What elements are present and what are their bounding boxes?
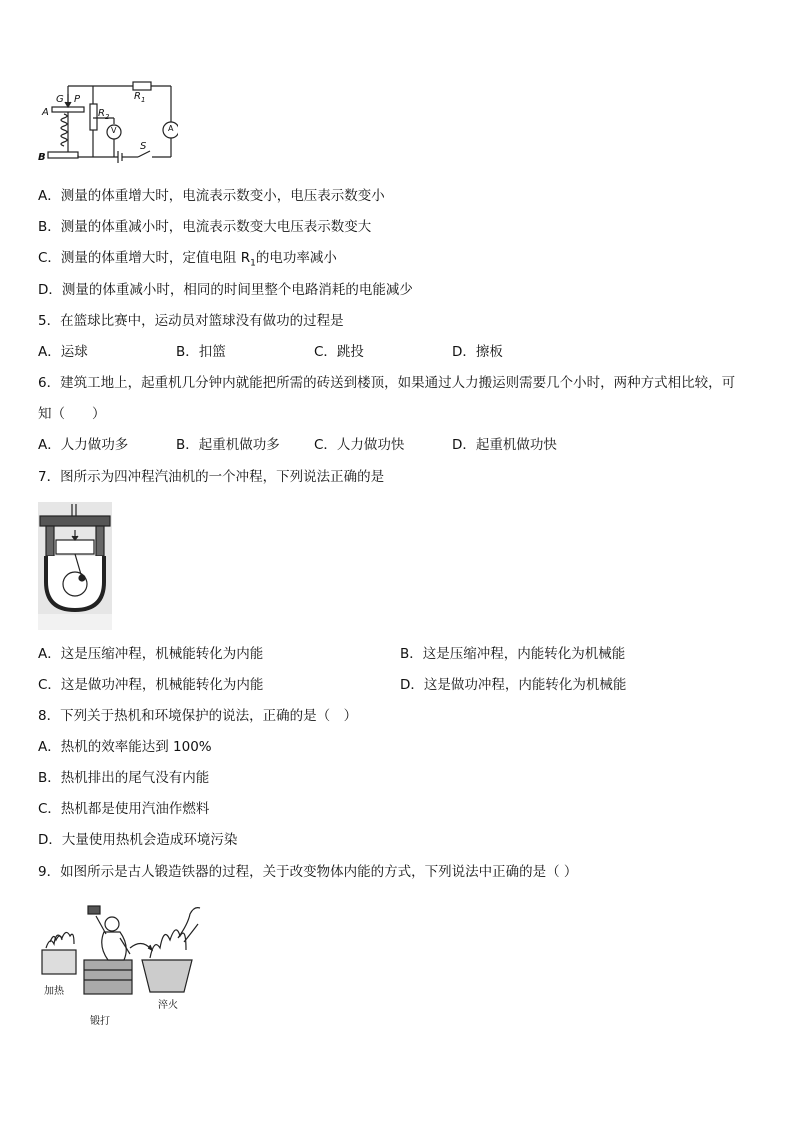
label-ammeter: A — [168, 124, 174, 133]
label-r1: $R_1$ — [134, 91, 146, 104]
circuit-drawing — [38, 80, 178, 166]
q7-option-b: B．这是压缩冲程，内能转化为机械能 — [400, 646, 626, 662]
q6-option-a: A．人力做功多 — [38, 437, 129, 453]
label-heating: 加热 — [44, 986, 64, 997]
q9-stem: 9．如图所示是古人锻造铁器的过程，关于改变物体内能的方式，下列说法中正确的是（ ） — [38, 864, 578, 880]
label-quenching: 淬火 — [158, 1000, 178, 1011]
q5-option-b: B．扣篮 — [176, 344, 226, 360]
q6-option-c: C．人力做功快 — [314, 437, 405, 453]
label-r2: $R_2$ — [98, 108, 110, 121]
label-a: A — [42, 107, 49, 118]
q6-stem-line2: 知（ ） — [38, 406, 106, 422]
circuit-diagram — [38, 80, 178, 166]
label-g: G — [56, 94, 64, 105]
label-b: B — [38, 152, 46, 163]
q5-option-c: C．跳投 — [314, 344, 364, 360]
q4-option-d: D．测量的体重减小时，相同的时间里整个电路消耗的电能减少 — [38, 282, 413, 298]
q5-option-a: A．运球 — [38, 344, 88, 360]
q8-option-a: A．热机的效率能达到 100% — [38, 739, 212, 755]
q8-option-c: C．热机都是使用汽油作燃料 — [38, 801, 210, 817]
q7-option-c: C．这是做功冲程，机械能转化为内能 — [38, 677, 264, 693]
q4-option-a: A．测量的体重增大时，电流表示数变小，电压表示数变小 — [38, 188, 385, 204]
q7-option-d: D．这是做功冲程，内能转化为机械能 — [400, 677, 627, 693]
label-p: P — [74, 94, 81, 105]
q8-option-b: B．热机排出的尾气没有内能 — [38, 770, 210, 786]
q8-stem: 8．下列关于热机和环境保护的说法，正确的是（ ） — [38, 708, 358, 724]
q7-option-a: A．这是压缩冲程，机械能转化为内能 — [38, 646, 264, 662]
q7-stem: 7．图所示为四冲程汽油机的一个冲程，下列说法正确的是 — [38, 469, 385, 485]
q6-stem-line1: 6．建筑工地上，起重机几分钟内就能把所需的砖送到楼顶，如果通过人力搬运则需要几个小时，两种方式相比较，可 — [38, 375, 736, 391]
label-switch: S — [140, 141, 147, 152]
label-voltmeter: V — [111, 126, 117, 135]
forging-illustration — [38, 898, 218, 1026]
q4-option-c: C．测量的体重增大时，定值电阻 $R_1$的电功率减小 — [38, 250, 337, 269]
label-forging: 锻打 — [90, 1016, 110, 1027]
q5-option-d: D．擦板 — [452, 344, 503, 360]
q6-option-d: D．起重机做功快 — [452, 437, 557, 453]
q8-option-d: D．大量使用热机会造成环境污染 — [38, 832, 238, 848]
q6-option-b: B．起重机做功多 — [176, 437, 280, 453]
forging-drawing — [38, 898, 218, 1026]
q5-stem: 5．在篮球比赛中，运动员对篮球没有做功的过程是 — [38, 313, 344, 329]
q4-option-b: B．测量的体重减小时，电流表示数变大电压表示数变大 — [38, 219, 372, 235]
engine-stroke-diagram — [38, 502, 112, 630]
engine-drawing — [38, 502, 112, 630]
